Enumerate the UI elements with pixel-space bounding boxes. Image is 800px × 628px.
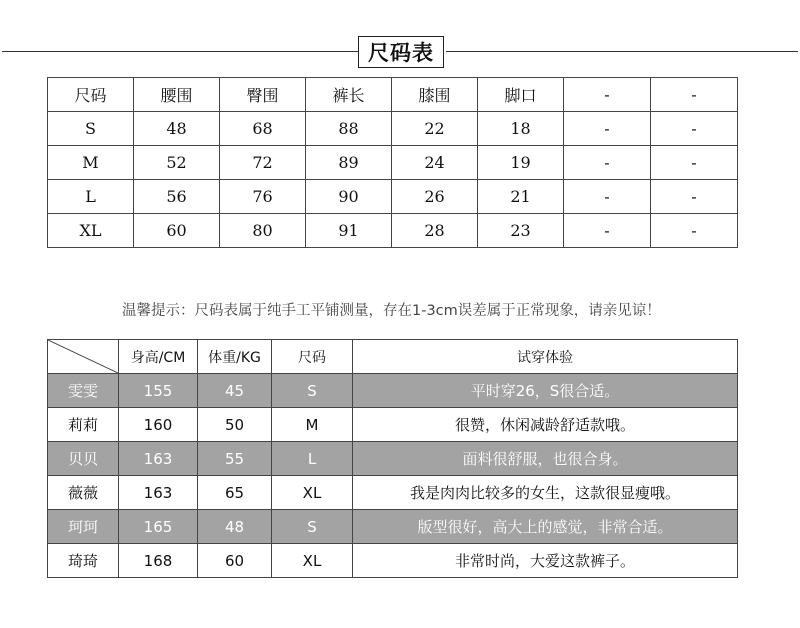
table-row (48, 476, 738, 510)
header-cell: 试穿体验 (353, 340, 738, 374)
cell: 60 (198, 544, 272, 578)
cell: 平时穿26，S很合适。 (353, 374, 738, 408)
title-divider-left (2, 51, 358, 52)
model-name: 雯雯 (48, 374, 119, 408)
cell: 19 (478, 146, 564, 180)
cell: 22 (392, 112, 478, 146)
diagonal-line (48, 340, 118, 373)
cell: - (651, 180, 738, 214)
header-cell: 膝围 (392, 78, 478, 112)
table-row (48, 180, 738, 214)
table-row (48, 146, 738, 180)
cell: 160 (119, 408, 198, 442)
model-name: 薇薇 (48, 476, 119, 510)
cell: 155 (119, 374, 198, 408)
cell: 50 (198, 408, 272, 442)
table-row (48, 408, 738, 442)
cell: 56 (134, 180, 220, 214)
cell: 我是肉肉比较多的女生，这款很显瘦哦。 (353, 476, 738, 510)
cell: 68 (220, 112, 306, 146)
cell: 80 (220, 214, 306, 248)
table-row (48, 374, 738, 408)
cell: 90 (306, 180, 392, 214)
cell: - (651, 112, 738, 146)
model-name: 贝贝 (48, 442, 119, 476)
header-cell: - (651, 78, 738, 112)
cell: 60 (134, 214, 220, 248)
cell: - (564, 146, 651, 180)
cell: 很赞，休闲减龄舒适款哦。 (353, 408, 738, 442)
cell: 163 (119, 476, 198, 510)
cell: XL (272, 476, 353, 510)
cell: 163 (119, 442, 198, 476)
header-cell: 尺码 (272, 340, 353, 374)
cell: L (48, 180, 134, 214)
title-divider-right (446, 51, 798, 52)
cell: 26 (392, 180, 478, 214)
cell: 23 (478, 214, 564, 248)
table-row (48, 442, 738, 476)
cell: - (651, 146, 738, 180)
cell: - (564, 112, 651, 146)
cell: 24 (392, 146, 478, 180)
page-title: 尺码表 (358, 36, 444, 68)
cell: S (272, 510, 353, 544)
cell: 168 (119, 544, 198, 578)
measurement-note: 温馨提示：尺码表属于纯手工平铺测量，存在1-3cm误差属于正常现象，请亲见谅！ (122, 303, 661, 319)
header-cell: 身高/CM (119, 340, 198, 374)
cell: 45 (198, 374, 272, 408)
cell: S (272, 374, 353, 408)
cell: 版型很好，高大上的感觉，非常合适。 (353, 510, 738, 544)
cell: 非常时尚，大爱这款裤子。 (353, 544, 738, 578)
cell: 65 (198, 476, 272, 510)
cell: 52 (134, 146, 220, 180)
cell: 88 (306, 112, 392, 146)
table-row (48, 214, 738, 248)
size-chart-table (47, 77, 738, 248)
cell: 165 (119, 510, 198, 544)
header-cell: - (564, 78, 651, 112)
cell: 面料很舒服，也很合身。 (353, 442, 738, 476)
header-cell: 脚口 (478, 78, 564, 112)
cell: XL (48, 214, 134, 248)
header-cell: 裤长 (306, 78, 392, 112)
model-name: 琦琦 (48, 544, 119, 578)
cell: 72 (220, 146, 306, 180)
diagonal-header-cell (48, 340, 119, 374)
cell: 48 (198, 510, 272, 544)
cell: XL (272, 544, 353, 578)
fitting-experience-table (47, 339, 738, 578)
cell: 91 (306, 214, 392, 248)
cell: 89 (306, 146, 392, 180)
table-row (48, 112, 738, 146)
table-row (48, 510, 738, 544)
header-cell: 尺码 (48, 78, 134, 112)
table-row (48, 544, 738, 578)
cell: - (564, 214, 651, 248)
cell: 18 (478, 112, 564, 146)
cell: 55 (198, 442, 272, 476)
cell: S (48, 112, 134, 146)
cell: 76 (220, 180, 306, 214)
size-chart-header-row (48, 78, 738, 112)
cell: - (564, 180, 651, 214)
cell: - (651, 214, 738, 248)
cell: 48 (134, 112, 220, 146)
header-cell: 臀围 (220, 78, 306, 112)
cell: M (272, 408, 353, 442)
cell: L (272, 442, 353, 476)
model-name: 珂珂 (48, 510, 119, 544)
fitting-header-row (48, 340, 738, 374)
model-name: 莉莉 (48, 408, 119, 442)
cell: M (48, 146, 134, 180)
cell: 21 (478, 180, 564, 214)
header-cell: 体重/KG (198, 340, 272, 374)
header-cell: 腰围 (134, 78, 220, 112)
cell: 28 (392, 214, 478, 248)
